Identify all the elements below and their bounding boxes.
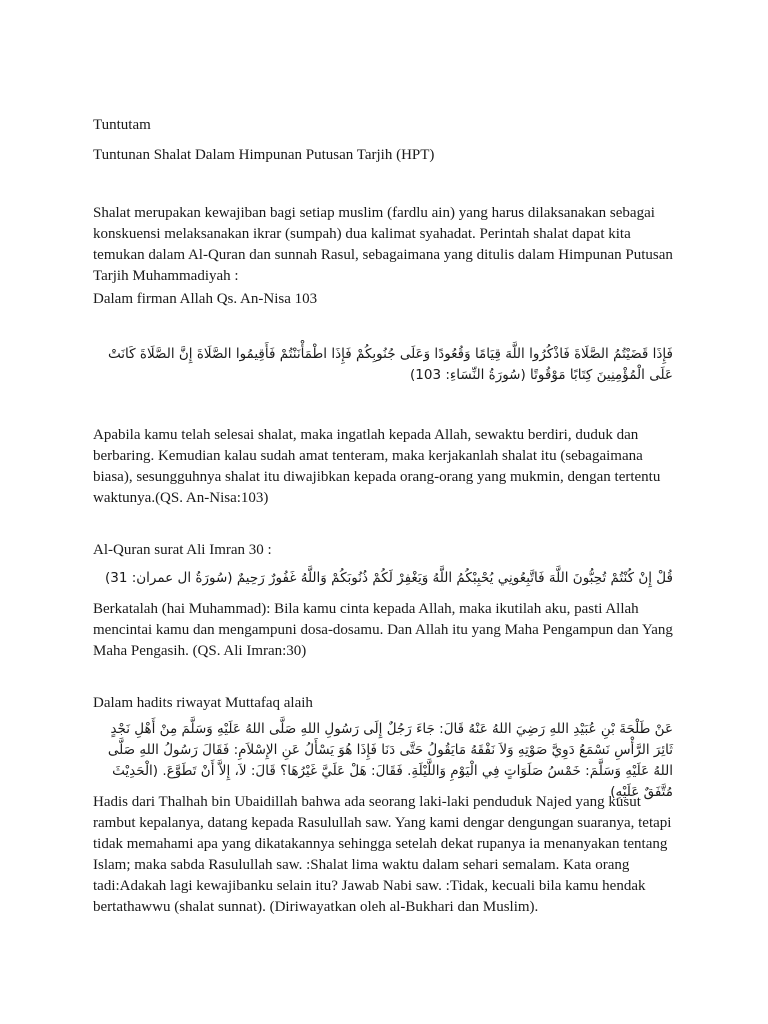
section-label-ali-imran: Al-Quran surat Ali Imran 30 : xyxy=(93,542,272,558)
document-title: Tuntunan Shalat Dalam Himpunan Putusan Tarjih (HPT) xyxy=(93,147,435,163)
section-label-hadits: Dalam hadits riwayat Muttafaq alaih xyxy=(93,695,313,711)
translation-hadits: Hadis dari Thalhah bin Ubaidillah bahwa ada seorang laki-laki penduduk Najed yang kusut rambut kepalanya, datang kepada Rasulullah saw. Yang kami dengar dengungan suaranya, tetapi tidak memahami apa yang dikatakannya sehingga setelah dekat rupanya ia menanyakan tentang Islam; maka sabda Rasulullah saw. :Shalat lima waktu dalam sehari semalam. Kata orang tadi:Adakah lagi kewajibanku selain itu? Jawab Nabi saw. :Tidak, kecuali bila kamu hendak bertathawwu (shalat sunnat). (Diriwayatkan oleh al-Bukhari dan Muslim). xyxy=(93,794,672,915)
arabic-verse-an-nisa: فَإِذَا قَضَيْتُمُ الصَّلَاةَ فَاذْكُرُوا اللَّهَ قِيَامًا وَقُعُودًا وَعَلَى جُنُوبِكُمْ فَإِذَا اطْمَأْنَنْتُمْ فَأَقِيمُوا الصَّلَاةَ إِنَّ الصَّلَاةَ كَانَتْ عَلَى الْمُؤْمِنِينَ كِتَابًا مَوْقُوتًا (سُورَةُ النِّسَاءِ: 103) xyxy=(108,346,673,383)
intro-paragraph: Shalat merupakan kewajiban bagi setiap muslim (fardlu ain) yang harus dilaksanakan sebagai konskuensi melaksanakan ikrar (sumpah) dua kalimat syahadat. Perintah shalat dapat kita temukan dalam Al-Quran dan sunnah Rasul, sebagaimana yang ditulis dalam Himpunan Putusan Tarjih Muhammadiyah : xyxy=(93,205,673,284)
document-heading: Tuntutam xyxy=(93,117,151,133)
section-label-an-nisa: Dalam firman Allah Qs. An-Nisa 103 xyxy=(93,291,318,307)
translation-an-nisa: Apabila kamu telah selesai shalat, maka ingatlah kepada Allah, sewaktu berdiri, duduk dan berbaring. Kemudian kalau sudah amat tenteram, maka kerjakanlah shalat itu (sebagaimana biasa), sesungguhnya shalat itu diwajibkan kepada orang-orang yang mukmin, dengan tertentu waktunya.(QS. An-Nisa:103) xyxy=(93,427,661,506)
arabic-hadits-text: عَنْ طَلْحَةَ بْنِ عُبَيْدِ اللهِ رَضِيَ اللهُ عَنْهُ قَالَ: جَاءَ رَجُلٌ إِلَى رَسُولِ اللهِ صَلَّى اللهُ عَلَيْهِ وَسَلَّمَ مِنْ أَهْلِ نَجْدٍ ثَائِرَ الرَّأْسِ نَسْمَعُ دَوِيَّ صَوْتِهِ وَلاَ نَفْقَهُ مَايَقُولُ حَتَّى دَنَا فَإِذَا هُوَ يَسْأَلُ عَنِ الإِسْلاَمِ: فَقَالَ رَسُولُ اللهِ صَلَّى اللهُ عَلَيْهِ وَسَلَّمَ: خَمْسُ صَلَوَاتٍ فِي الْيَوْمِ وَاللَّيْلَةِ. فَقَالَ: هَلْ عَلَيَّ غَيْرُهَا؟ قَالَ: لاَ، إِلاَّ أَنْ تَطَوَّعَ. (الْحَدِيْثَ مُتَّفَقٌ عَلَيْهِ) xyxy=(107,721,673,800)
translation-ali-imran: Berkatalah (hai Muhammad): Bila kamu cinta kepada Allah, maka ikutilah aku, pasti Allah mencintai kamu dan mengampuni dosa-dosamu. Dan Allah itu yang Maha Pengampun dan Yang Maha Pengasih. (QS. Ali Imran:30) xyxy=(93,601,673,659)
arabic-verse-ali-imran: قُلْ إِنْ كُنْتُمْ تُحِبُّونَ اللَّهَ فَاتَّبِعُونِي يُحْبِبْكُمُ اللَّهُ وَيَغْفِرْ لَكُمْ ذُنُوبَكُمْ وَاللَّهُ غَفُورٌ رَحِيمٌ (سُورَةُ ال عمران: 31) xyxy=(104,570,673,586)
